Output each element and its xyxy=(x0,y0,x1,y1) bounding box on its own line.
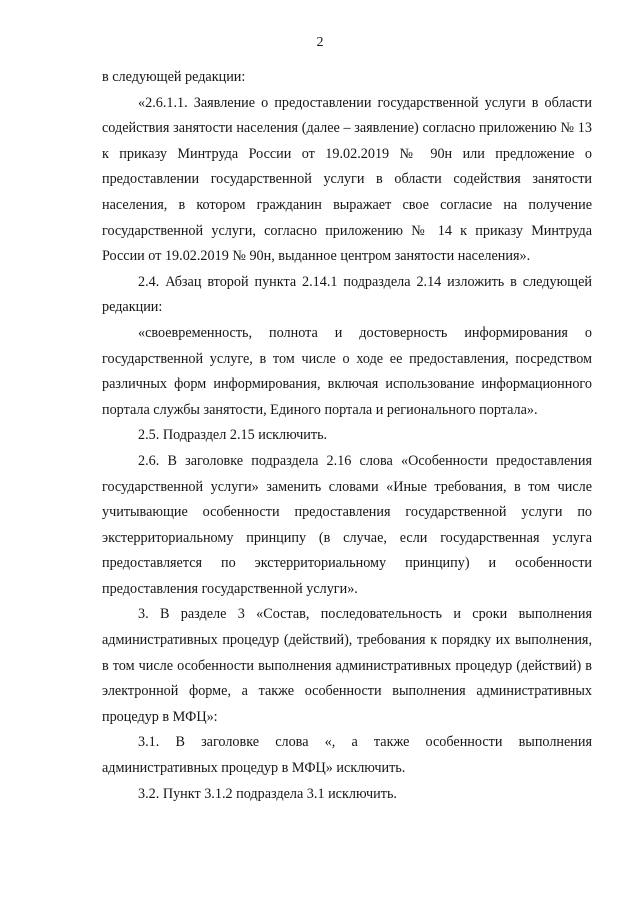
paragraph-quote-informing: «своевременность, полнота и достоверность информирования о государственной услуге, в том числе о ходе ее предоставления, посредством различных форм информирования, включая использование информационного портала службы занятости, Единого портала и регионального портала». xyxy=(102,324,592,418)
page-number: 2 xyxy=(316,35,324,50)
paragraph-intro: в следующей редакции: xyxy=(102,69,246,85)
paragraph-2-6: 2.6. В заголовке подраздела 2.16 слова «Особенности предоставления государственной услуги» заменить словами «Иные требования, в том числе учитывающие особенности предоставления государственной услуги по экстерриториальному принципу (в случае, если государственная услуга предоставляется по экстерриториальному принципу) и особенности предоставления государственной услуги». xyxy=(102,452,592,597)
document-body xyxy=(102,65,592,807)
paragraph-2-4: 2.4. Абзац второй пункта 2.14.1 подраздела 2.14 изложить в следующей редакции: xyxy=(102,273,592,316)
paragraph-3-2: 3.2. Пункт 3.1.2 подраздела 3.1 исключить. xyxy=(138,785,397,802)
paragraph-2-5: 2.5. Подраздел 2.15 исключить. xyxy=(138,427,328,444)
paragraph-2-6-1-1: «2.6.1.1. Заявление о предоставлении государственной услуги в области содействия занятости населения (далее – заявление) согласно приложению № 13 к приказу Минтруда России от 19.02.2019 № 90н или предложение о предоставлении государственной услуги в области содействия занятости населения, в котором гражданин выражает свое согласие на получение государственной услуги, согласно приложению № 14 к приказу Минтруда России от 19.02.2019 № 90н, выданное центром занятости населения». xyxy=(102,94,592,265)
paragraph-3: 3. В разделе 3 «Состав, последовательность и сроки выполнения административных процедур (действий), требования к порядку их выполнения, в том числе особенности выполнения административных процедур (действий) в электронной форме, а также особенности выполнения административных процедур в МФЦ»: xyxy=(102,606,592,725)
paragraph-3-1: 3.1. В заголовке слова «, а также особенности выполнения административных процедур в МФЦ» исключить. xyxy=(102,734,592,777)
